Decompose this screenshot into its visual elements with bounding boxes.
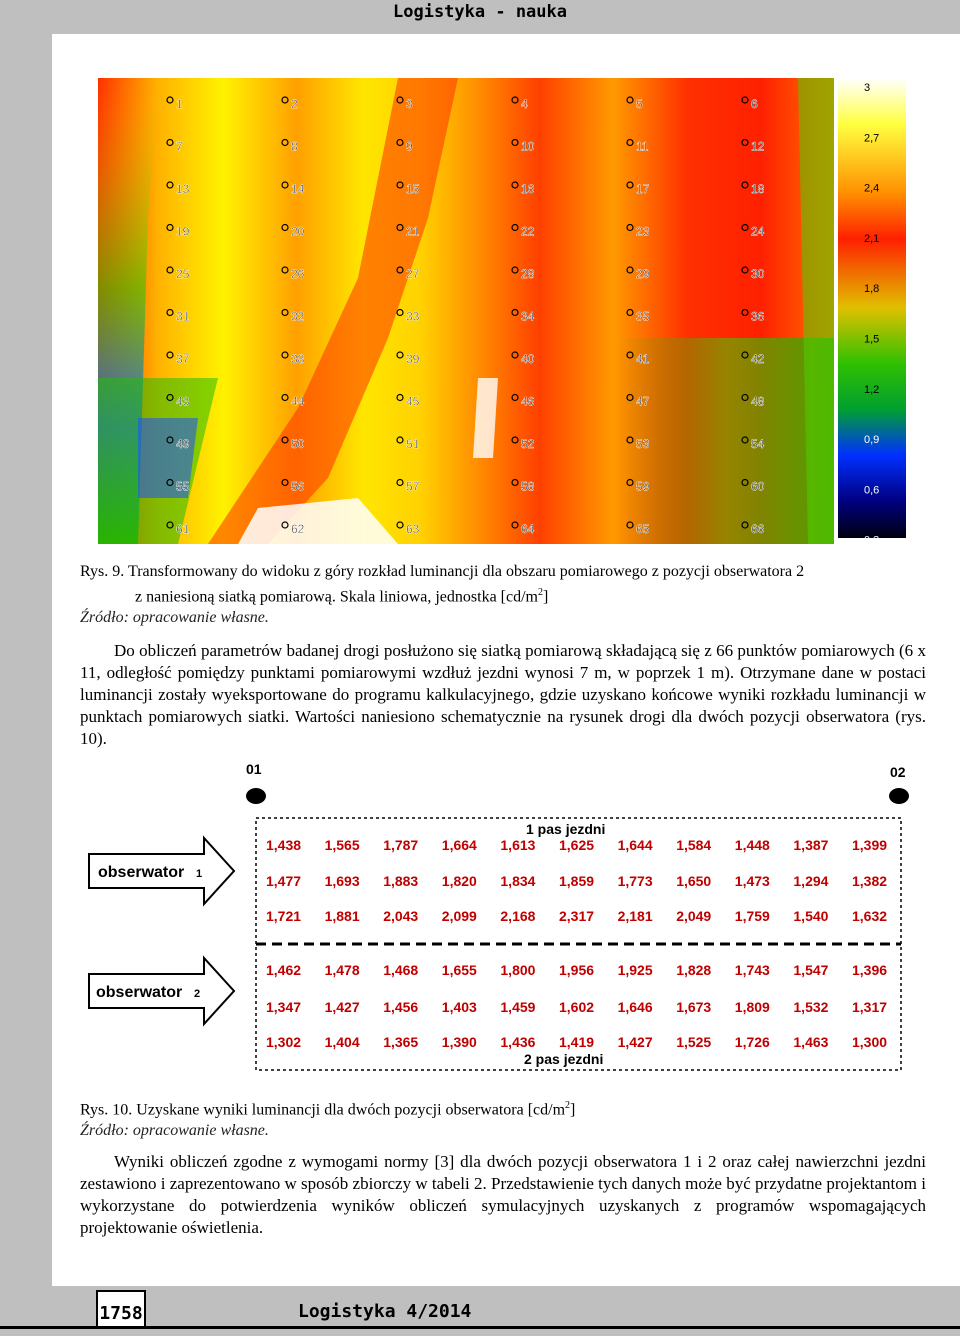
luminance-value: 1,925: [617, 962, 653, 978]
lane2-label: 2 pas jezdni: [524, 1051, 604, 1067]
measurement-point-label: 30: [751, 267, 765, 281]
measurement-point-label: 61: [176, 522, 190, 536]
luminance-value: 1,438: [266, 837, 302, 853]
luminance-value: 1,693: [324, 873, 360, 889]
luminance-value: 1,655: [441, 962, 477, 978]
luminance-value: 1,632: [852, 908, 888, 924]
measurement-point-label: 38: [291, 352, 305, 366]
footer-rule: [0, 1326, 960, 1329]
luminance-value: 1,625: [559, 837, 595, 853]
luminance-value: 1,828: [676, 962, 712, 978]
luminance-value: 1,644: [617, 837, 653, 853]
luminance-value: 1,602: [559, 999, 595, 1015]
luminance-value: 2,168: [500, 908, 536, 924]
page-number: 1758: [96, 1290, 146, 1328]
figure10-caption-prefix: Rys. 10.: [80, 1101, 133, 1119]
luminance-value: 1,532: [793, 999, 829, 1015]
paragraph-2: Wyniki obliczeń zgodne z wymogami normy [3] dla dwóch pozycji obserwatora 1 i 2 oraz całej nawierzchni jezdni zestawiono i zaprezentowano w sposób zbiorczy w tabeli 2. Przedstawienie tych danych może być przydatne projektantom i wykorzystane do potwierdzenia wyników obliczeń symulacyjnych uzyskanych z programów wspomagających projektowanie oświetlenia.: [80, 1152, 926, 1237]
luminance-value: 1,436: [500, 1034, 536, 1050]
luminance-value: 1,347: [266, 999, 302, 1015]
measurement-point-label: 26: [291, 267, 305, 281]
measurement-point-label: 6: [751, 97, 758, 111]
luminance-value: 2,049: [676, 908, 712, 924]
measurement-point-label: 12: [751, 139, 765, 154]
measurement-point-label: 41: [636, 352, 650, 366]
figure9-caption-end: ]: [543, 588, 549, 606]
luminance-value: 1,478: [324, 962, 360, 978]
measurement-point-label: 51: [406, 437, 420, 451]
measurement-point-label: 62: [291, 522, 305, 536]
luminance-heatmap: [98, 78, 834, 544]
luminance-value: 1,399: [852, 837, 888, 853]
figure10-caption: [80, 1095, 926, 1121]
luminance-value: 1,462: [266, 962, 302, 978]
luminance-value: 1,809: [734, 999, 770, 1015]
measurement-point-label: 5: [636, 97, 643, 111]
luminance-value: 1,565: [324, 837, 360, 853]
observer1-label: obserwator: [98, 864, 185, 881]
measurement-point-label: 29: [636, 267, 650, 281]
luminance-value: 1,721: [266, 908, 302, 924]
luminance-value: 1,459: [500, 999, 536, 1015]
luminance-value: 1,396: [852, 962, 888, 978]
luminance-value: 1,387: [793, 837, 829, 853]
figure10-caption-sup: 2: [565, 1100, 571, 1111]
observer-marker-02: [889, 788, 909, 804]
luminance-value: 1,525: [676, 1034, 712, 1050]
figure10-source: Źródło: opracowanie własne.: [80, 1122, 269, 1139]
scale-tick-label: 2,1: [864, 232, 880, 245]
luminance-value: 1,448: [734, 837, 770, 853]
measurement-point-label: 24: [751, 224, 765, 239]
lane1-label: 1 pas jezdni: [526, 821, 606, 837]
luminance-value: 1,956: [559, 962, 595, 978]
measurement-point-label: 53: [636, 437, 650, 451]
measurement-point-label: 36: [751, 309, 765, 324]
luminance-value: 1,477: [266, 873, 302, 889]
measurement-point-label: 39: [406, 352, 420, 366]
measurement-point-label: 23: [636, 224, 650, 239]
luminance-value: 1,427: [324, 999, 360, 1015]
scale-tick-label: 2,4: [864, 182, 880, 195]
luminance-schematic: [86, 758, 926, 1078]
figure9-caption-prefix: Rys. 9.: [80, 563, 125, 580]
measurement-point-label: 58: [521, 479, 535, 494]
luminance-value: 1,463: [793, 1034, 829, 1050]
scale-tick-label: 1,8: [864, 283, 880, 296]
luminance-value: 1,800: [500, 962, 536, 978]
observer1-number: 1: [196, 868, 203, 880]
scale-tick-label: 1,2: [864, 383, 880, 396]
measurement-point-label: 63: [406, 522, 420, 536]
measurement-point-label: 56: [291, 479, 305, 494]
measurement-point-label: 32: [291, 309, 305, 324]
luminance-value: 1,404: [324, 1034, 360, 1050]
measurement-point-label: 52: [521, 437, 535, 451]
luminance-value: 1,468: [383, 962, 419, 978]
measurement-point-label: 66: [751, 522, 765, 536]
measurement-point-label: 1: [176, 97, 183, 111]
measurement-point-label: 8: [291, 139, 298, 154]
figure9-caption-cont: [135, 582, 895, 608]
measurement-point-label: 47: [636, 394, 650, 409]
luminance-value: 1,540: [793, 908, 829, 924]
figure9-caption: [80, 561, 926, 583]
measurement-point-label: 43: [176, 394, 190, 409]
measurement-point-label: 46: [521, 394, 535, 409]
measurement-point-label: 20: [291, 224, 305, 239]
luminance-value: 1,365: [383, 1034, 419, 1050]
luminance-value: 1,294: [793, 873, 829, 889]
figure9-source: Źródło: opracowanie własne.: [80, 609, 269, 626]
luminance-value: 1,382: [852, 873, 888, 889]
scale-tick-label: 0,3: [864, 534, 880, 547]
observer2-label: obserwator: [96, 984, 183, 1001]
measurement-point-label: 44: [291, 394, 305, 409]
measurement-point-label: 11: [636, 139, 649, 154]
measurement-point-label: 22: [521, 224, 535, 239]
measurement-point-label: 14: [291, 182, 305, 196]
measurement-point-label: 60: [751, 479, 765, 494]
measurement-point-label: 49: [176, 437, 190, 451]
luminance-value: 2,099: [441, 908, 477, 924]
figure9-caption-sup: 2: [538, 587, 543, 598]
measurement-point-label: 42: [751, 352, 765, 366]
measurement-point-label: 9: [406, 139, 413, 154]
scale-tick-label: 2,7: [864, 132, 880, 145]
luminance-value: 1,403: [441, 999, 477, 1015]
luminance-value: 1,773: [617, 873, 653, 889]
measurement-point-label: 27: [406, 267, 420, 281]
scale-tick-label: 0,6: [864, 484, 880, 497]
luminance-value: 1,726: [734, 1034, 770, 1050]
figure9-caption-line2: z naniesioną siatką pomiarową. Skala liniowa, jednostka [cd/m: [135, 588, 538, 606]
luminance-color-scale: [838, 78, 906, 547]
luminance-value: 1,664: [441, 837, 477, 853]
measurement-point-label: 16: [521, 182, 535, 196]
paragraph-1: Do obliczeń parametrów badanej drogi posłużono się siatką pomiarową składającą się z 66 punktów pomiarowych (6 x 11, odległość pomiędzy punktami pomiarowymi wzdłuż jezdni wynosi 7 m, w poprzek 1 m). Otrzymane dane w postaci luminancji zostały wyeksportowane do programu kalkulacyjnego, gdzie uzyskano końcowe wyniki rozkładu luminancji w punktach pomiarowych siatki. Wartości naniesiono schematycznie na rysunek drogi dla dwóch pozycji obserwatora (rys. 10).: [80, 641, 926, 748]
measurement-point-label: 4: [521, 97, 528, 111]
measurement-point-label: 21: [406, 224, 420, 239]
luminance-value: 1,787: [383, 837, 419, 853]
measurement-point-label: 65: [636, 522, 650, 536]
measurement-point-label: 18: [751, 182, 765, 196]
luminance-value: 1,613: [500, 837, 536, 853]
measurement-point-label: 45: [406, 394, 420, 409]
measurement-point-label: 13: [176, 182, 190, 196]
figure9-caption-line1: Transformowany do widoku z góry rozkład luminancji dla obszaru pomiarowego z pozycji obserwatora 2: [127, 563, 805, 580]
figure10-caption-end: ]: [570, 1101, 576, 1119]
observer-marker-01: [246, 788, 266, 804]
measurement-point-label: 31: [176, 309, 190, 324]
observer2-number: 2: [194, 988, 201, 1000]
luminance-value: 1,547: [793, 962, 829, 978]
measurement-point-label: 54: [751, 437, 765, 451]
header-title: Logistyka - nauka: [393, 2, 567, 22]
luminance-value: 1,883: [383, 873, 419, 889]
luminance-value: 1,390: [441, 1034, 477, 1050]
scale-tick-label: 0,9: [864, 434, 880, 447]
measurement-point-label: 25: [176, 267, 190, 281]
measurement-point-label: 37: [176, 352, 190, 366]
measurement-point-label: 34: [521, 309, 535, 324]
measurement-point-label: 33: [406, 309, 420, 324]
luminance-value: 1,302: [266, 1034, 302, 1050]
luminance-value: 2,043: [383, 908, 419, 924]
luminance-value: 1,300: [852, 1034, 888, 1050]
page-header: [0, 0, 960, 28]
observer-label-01: 01: [246, 761, 262, 777]
scale-tick-label: 1,5: [864, 333, 880, 346]
scale-tick-label: 3: [864, 82, 871, 94]
journal-name: Logistyka 4/2014: [298, 1301, 472, 1322]
figure10-caption-text: Uzyskane wyniki luminancji dla dwóch pozycji obserwatora [cd/m: [136, 1101, 566, 1119]
measurement-point-label: 64: [521, 522, 535, 536]
measurement-point-label: 15: [406, 182, 420, 196]
measurement-point-label: 35: [636, 309, 650, 324]
luminance-value: 1,673: [676, 999, 712, 1015]
luminance-value: 1,859: [559, 873, 595, 889]
luminance-value: 1,317: [852, 999, 888, 1015]
measurement-point-label: 55: [176, 479, 190, 494]
measurement-point-label: 48: [751, 394, 765, 409]
luminance-value: 1,473: [734, 873, 770, 889]
luminance-value: 2,181: [617, 908, 653, 924]
luminance-value: 1,584: [676, 837, 712, 853]
measurement-point-label: 2: [291, 97, 298, 111]
luminance-value: 1,650: [676, 873, 712, 889]
measurement-point-label: 17: [636, 182, 650, 196]
luminance-value: 1,881: [324, 908, 360, 924]
measurement-point-label: 57: [406, 479, 420, 494]
luminance-value: 1,427: [617, 1034, 653, 1050]
luminance-value: 1,646: [617, 999, 653, 1015]
luminance-value: 1,456: [383, 999, 419, 1015]
measurement-point-label: 50: [291, 437, 305, 451]
measurement-point-label: 59: [636, 479, 650, 494]
measurement-point-label: 19: [176, 224, 190, 239]
luminance-value: 2,317: [559, 908, 595, 924]
measurement-point-label: 7: [176, 139, 183, 154]
luminance-value: 1,743: [734, 962, 770, 978]
measurement-point-label: 10: [521, 139, 535, 154]
luminance-value: 1,419: [559, 1034, 595, 1050]
measurement-point-label: 3: [406, 97, 413, 111]
luminance-value: 1,820: [441, 873, 477, 889]
measurement-point-label: 28: [521, 267, 535, 281]
luminance-value: 1,834: [500, 873, 536, 889]
measurement-point-label: 40: [521, 352, 535, 366]
luminance-value: 1,759: [734, 908, 770, 924]
observer-label-02: 02: [890, 764, 906, 780]
